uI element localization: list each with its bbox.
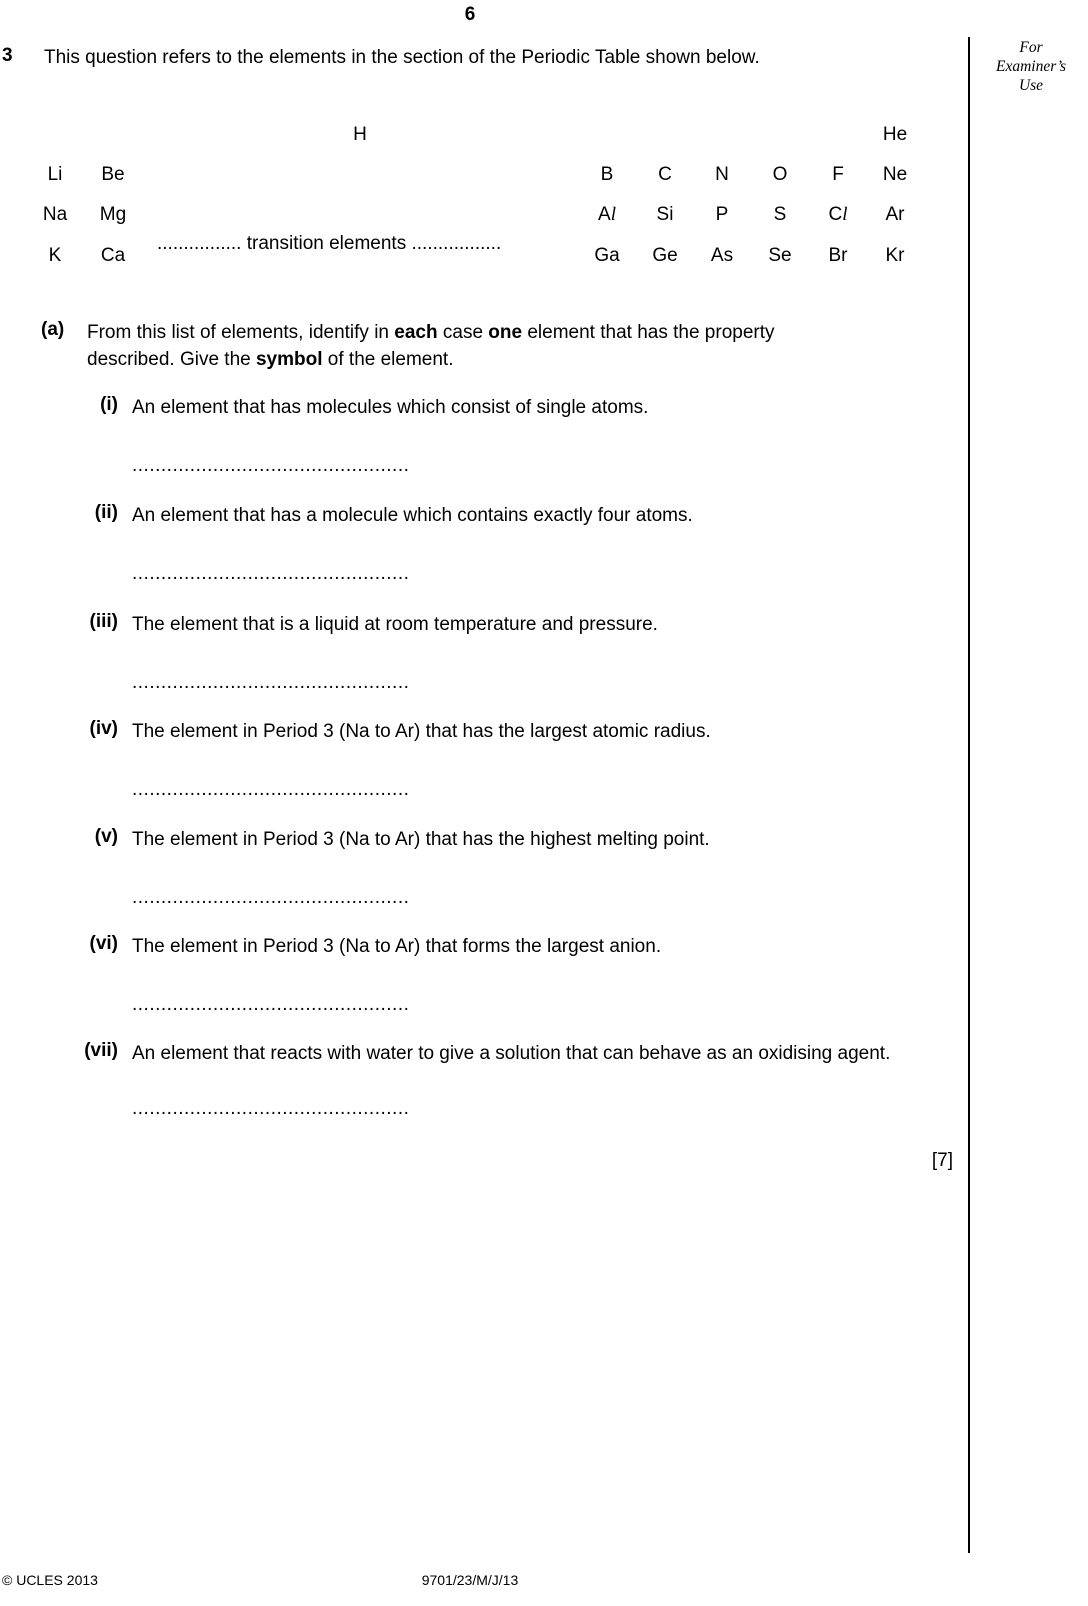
- part-question-text: An element that has molecules which consist of single atoms.: [132, 397, 649, 418]
- examiner-line-2: Examiner’s: [995, 58, 1067, 75]
- answer-line[interactable]: ................................................: [132, 887, 410, 908]
- part-number-label: (vi): [89, 933, 118, 954]
- part-question-text: An element that reacts with water to give a solution that can behave as an oxidising agent.: [132, 1043, 891, 1064]
- periodic-element-be: Be: [101, 164, 125, 185]
- footer-paper-code: 9701/23/M/J/13: [421, 1572, 519, 1588]
- part-a-line-2: [87, 346, 953, 373]
- periodic-element-ge: Ge: [652, 245, 678, 266]
- part-a-emphasis-each: each: [394, 322, 438, 343]
- periodic-element-k: K: [48, 245, 62, 266]
- part-a-text-line2-pre: described. Give the: [87, 349, 256, 370]
- question-stem: This question refers to the elements in the section of the Periodic Table shown below.: [44, 47, 760, 68]
- periodic-element-p: P: [715, 204, 729, 225]
- periodic-element-c: C: [658, 164, 672, 185]
- part-question-text: The element in Period 3 (Na to Ar) that forms the largest anion.: [132, 936, 662, 957]
- examiner-line-3: Use: [1018, 77, 1044, 94]
- periodic-element-as: As: [710, 245, 734, 266]
- for-examiner-use-label: [978, 38, 1084, 95]
- answer-line[interactable]: ................................................: [132, 1098, 410, 1119]
- part-a-text-mid1: case: [437, 322, 489, 343]
- part-question-text: The element in Period 3 (Na to Ar) that has the highest melting point.: [132, 829, 710, 850]
- periodic-element-s: S: [773, 204, 787, 225]
- periodic-element-se: Se: [768, 245, 792, 266]
- part-number-label: (i): [100, 394, 118, 415]
- periodic-element-si: Si: [656, 204, 674, 225]
- part-question-text: The element in Period 3 (Na to Ar) that has the largest atomic radius.: [132, 721, 711, 742]
- part-number-label: (ii): [94, 502, 118, 523]
- part-question-text: The element that is a liquid at room temperature and pressure.: [132, 614, 658, 635]
- part-a-instruction: [87, 319, 953, 373]
- periodic-element-o: O: [772, 164, 788, 185]
- answer-line[interactable]: ................................................: [132, 563, 410, 584]
- part-a-emphasis-one: one: [488, 322, 523, 343]
- answer-line[interactable]: ................................................: [132, 994, 410, 1015]
- part-a-text-pre: From this list of elements, identify in: [87, 322, 395, 343]
- answer-line[interactable]: ................................................: [132, 672, 410, 693]
- periodic-element-ar: Ar: [885, 204, 905, 225]
- periodic-element-al: Al: [598, 204, 616, 225]
- periodic-element-h: H: [353, 124, 367, 145]
- marks-allocation: [7]: [931, 1150, 953, 1171]
- part-number-label: (iv): [89, 718, 118, 739]
- periodic-element-n: N: [715, 164, 729, 185]
- page-number: 6: [464, 4, 476, 25]
- part-number-label: (iii): [89, 611, 118, 632]
- part-a-text-line2-post: of the element.: [322, 349, 454, 370]
- examiner-line-1: For: [1019, 39, 1043, 56]
- periodic-element-b: B: [600, 164, 614, 185]
- periodic-element-mg: Mg: [99, 204, 127, 225]
- part-a-text-mid2: element that has the property: [522, 322, 775, 343]
- transition-elements-label: ................ transition elements .................: [157, 233, 502, 254]
- periodic-element-he: He: [882, 124, 908, 145]
- part-a-label: (a): [41, 319, 65, 340]
- periodic-element-kr: Kr: [885, 245, 905, 266]
- periodic-element-ga: Ga: [594, 245, 620, 266]
- examiner-column-divider: [968, 37, 970, 1553]
- periodic-element-na: Na: [42, 204, 68, 225]
- answer-line[interactable]: ................................................: [132, 455, 410, 476]
- part-a-emphasis-symbol: symbol: [255, 349, 323, 370]
- periodic-element-li: Li: [47, 164, 63, 185]
- periodic-element-ne: Ne: [882, 164, 908, 185]
- part-a-line-1: [87, 319, 953, 346]
- periodic-element-cl: Cl: [828, 204, 848, 225]
- footer-copyright: © UCLES 2013: [2, 1572, 98, 1588]
- answer-line[interactable]: ................................................: [132, 779, 410, 800]
- periodic-element-ca: Ca: [100, 245, 126, 266]
- part-question-text: An element that has a molecule which contains exactly four atoms.: [132, 505, 693, 526]
- part-number-label: (v): [94, 826, 118, 847]
- periodic-element-br: Br: [828, 245, 848, 266]
- part-number-label: (vii): [84, 1040, 118, 1061]
- question-number: 3: [2, 45, 13, 66]
- periodic-element-f: F: [832, 164, 844, 185]
